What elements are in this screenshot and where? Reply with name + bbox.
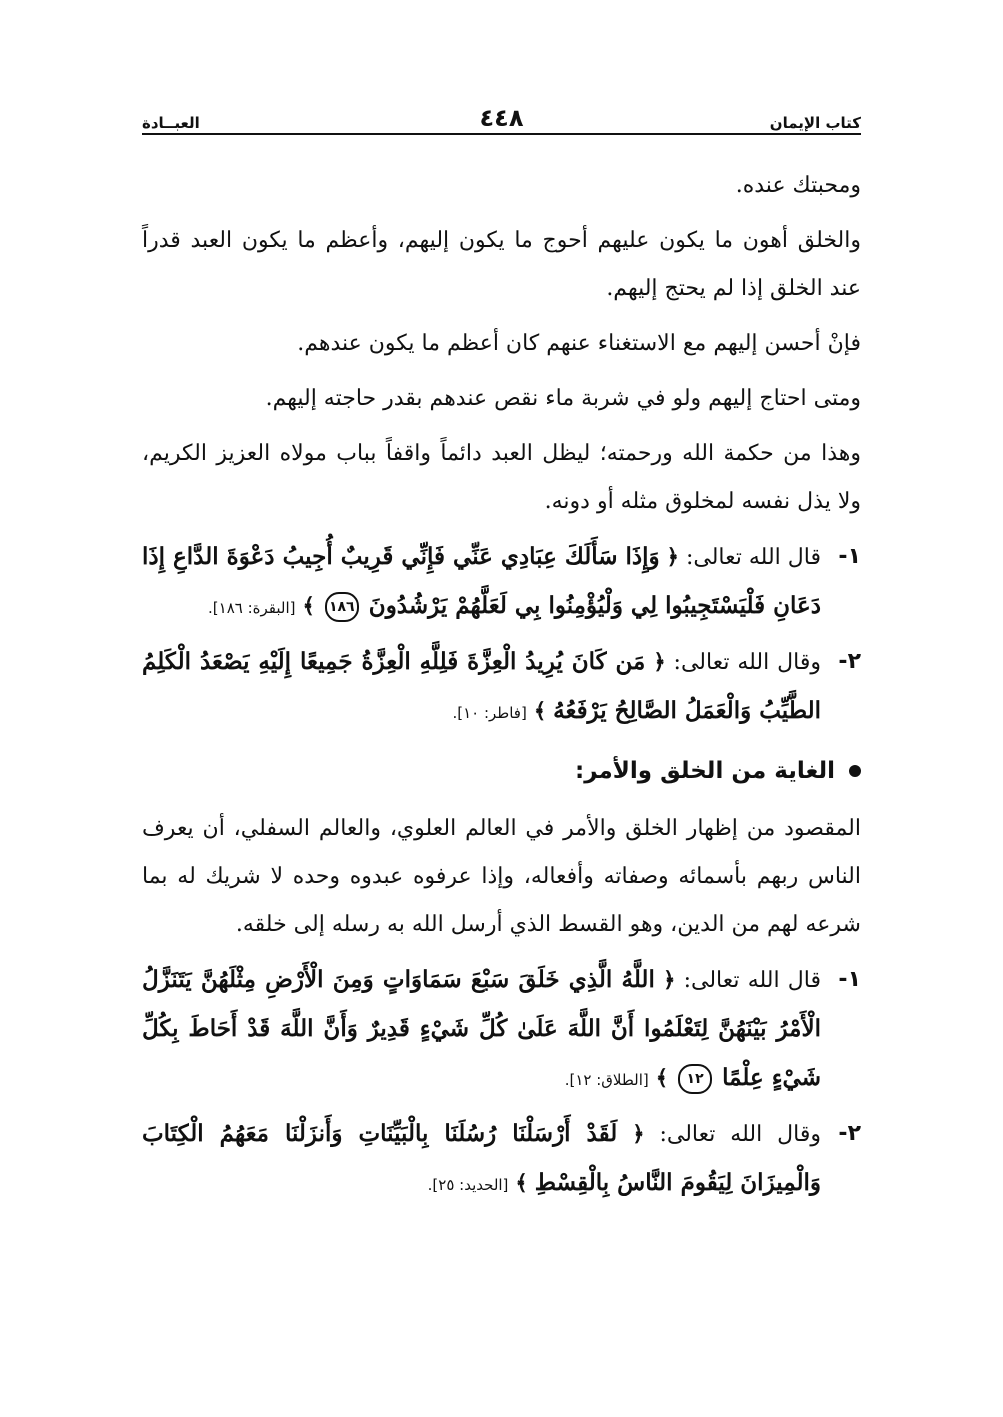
- paragraph: والخلق أهون ما يكون عليهم أحوج ما يكون إليهم، وأعظم ما يكون العبد قدراً عند الخلق إذا لم يحتج إليهم.: [142, 228, 861, 301]
- verse-intro: قال الله تعالى:: [685, 545, 821, 570]
- section-heading-text: الغاية من الخلق والأمر:: [575, 758, 835, 784]
- quran-open-bracket: ﴿: [663, 967, 676, 992]
- quran-text: مَن كَانَ يُرِيدُ الْعِزَّةَ فَلِلَّهِ الْعِزَّةُ جَمِيعًا إِلَيْهِ يَصْعَدُ الْكَلِمُ الطَّيِّبُ وَالْعَمَلُ الصَّالِحُ يَرْفَعُهُ: [142, 648, 821, 724]
- paragraph: ومحبتك عنده.: [735, 173, 861, 198]
- quran-text: وَإِذَا سَأَلَكَ عِبَادِي عَنِّي فَإِنِّي قَرِيبٌ أُجِيبُ دَعْوَةَ الدَّاعِ إِذَا دَعَانِ فَلْيَسْتَجِيبُوا لِي وَلْيُؤْمِنُوا بِي لَعَلَّهُمْ يَرْشُدُونَ: [142, 543, 821, 619]
- page-body: [142, 162, 861, 1215]
- page-number: ٤٤٨: [479, 104, 524, 132]
- quran-close-bracket: ﴾: [302, 593, 315, 618]
- verse-intro: وقال الله تعالى:: [673, 650, 821, 675]
- surah-reference: [الحديد: ٢٥].: [427, 1176, 509, 1194]
- quran-close-bracket: ﴾: [655, 1065, 669, 1090]
- verse-number: ١-: [838, 967, 861, 992]
- paragraph: ومتى احتاج إليهم ولو في شربة ماء نقص عندهم بقدر حاجته إليهم.: [265, 386, 861, 411]
- bullet-icon: [849, 765, 861, 777]
- verse-intro: قال الله تعالى:: [683, 968, 822, 993]
- book-title: كتاب الإيمان: [769, 114, 861, 132]
- verse-number: ٢-: [838, 1121, 861, 1146]
- quran-open-bracket: ﴿: [653, 649, 666, 674]
- paragraph: فإنْ أحسن إليهم مع الاستغناء عنهم كان أعظم ما يكون عندهم.: [297, 331, 861, 356]
- paragraph: وهذا من حكمة الله ورحمته؛ ليظل العبد دائماً واقفاً بباب مولاه العزيز الكريم، ولا يذل نفسه لمخلوق مثله أو دونه.: [142, 441, 861, 514]
- verse-citation: [142, 638, 861, 737]
- verse-body: [142, 638, 821, 737]
- verse-body: [142, 533, 821, 632]
- header-divider: [142, 133, 861, 135]
- quran-close-bracket: ﴾: [515, 1170, 528, 1195]
- verse-number: ٢-: [838, 649, 861, 674]
- quran-text: اللَّهُ الَّذِي خَلَقَ سَبْعَ سَمَاوَاتٍ وَمِنَ الْأَرْضِ مِثْلَهُنَّ يَتَنَزَّلُ الْأَمْرُ بَيْنَهُنَّ لِتَعْلَمُوا أَنَّ اللَّهَ عَلَىٰ كُلِّ شَيْءٍ قَدِيرٌ وَأَنَّ اللَّهَ قَدْ أَحَاطَ بِكُلِّ شَيْءٍ عِلْمًا: [142, 966, 821, 1091]
- verse-body: [142, 1110, 821, 1209]
- quran-close-bracket: ﴾: [533, 698, 547, 723]
- running-header: [142, 98, 861, 132]
- ayah-number-marker: ١٨٦: [325, 592, 359, 622]
- surah-reference: [البقرة: ١٨٦].: [208, 599, 296, 617]
- verse-intro: وقال الله تعالى:: [659, 1122, 821, 1147]
- verse-number: ١-: [838, 544, 861, 569]
- paragraph: المقصود من إظهار الخلق والأمر في العالم العلوي، والعالم السفلي، أن يعرف الناس ربهم بأسمائه وصفاته وأفعاله، وإذا عرفوه عبدوه وحده لا شريك له بما شرعه لهم من الدين، وهو القسط الذي أرسل الله به رسله إلى خلقه.: [142, 816, 861, 937]
- quran-open-bracket: ﴿: [666, 544, 679, 569]
- surah-reference: [الطلاق: ١٢].: [564, 1071, 649, 1089]
- quran-open-bracket: ﴿: [632, 1121, 645, 1146]
- verse-citation: [142, 1110, 861, 1209]
- quran-text: لَقَدْ أَرْسَلْنَا رُسُلَنَا بِالْبَيِّنَاتِ وَأَنزَلْنَا مَعَهُمُ الْكِتَابَ وَالْمِيزَانَ لِيَقُومَ النَّاسُ بِالْقِسْطِ: [142, 1120, 821, 1196]
- surah-reference: [فاطر: ١٠].: [452, 704, 527, 722]
- verse-citation: [142, 956, 861, 1104]
- chapter-title: العبــادة: [142, 114, 200, 132]
- verse-citation: [142, 533, 861, 632]
- verse-body: [142, 956, 821, 1104]
- section-heading: [142, 747, 861, 795]
- ayah-number-marker: ١٢: [678, 1064, 712, 1094]
